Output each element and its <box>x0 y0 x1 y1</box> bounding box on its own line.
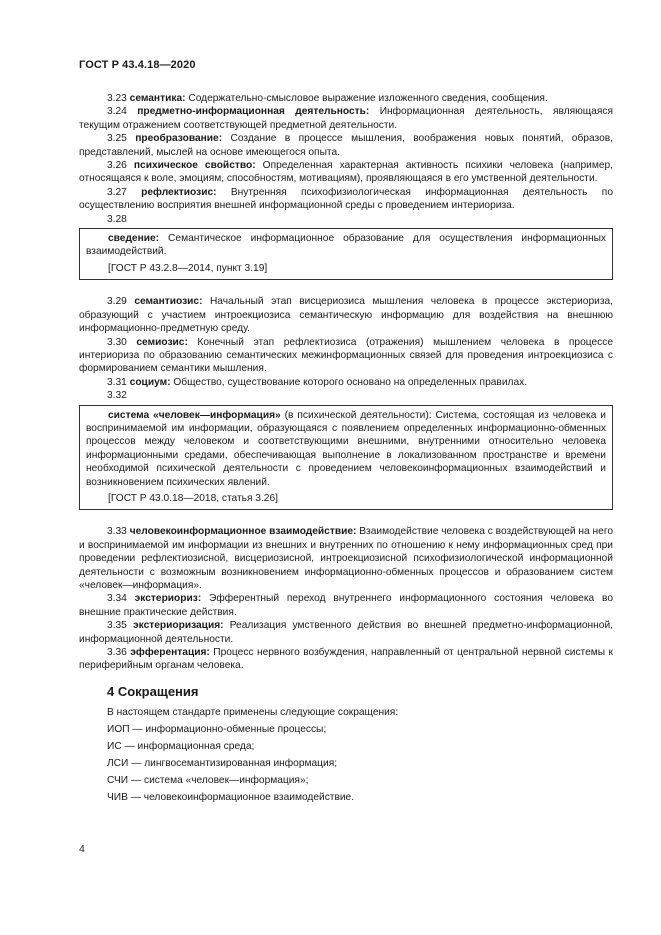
term-number: 3.28 <box>107 213 127 225</box>
term-entry: 3.24 предметно-информационная деятельность: Информационная деятельность, являющаяся текущим отражением соответствующей предметной деятельности. <box>79 106 613 131</box>
document-body <box>79 92 613 808</box>
term-entry: 3.23 семантика: Содержательно-смысловое выражение изложенного сведения, сообщения. <box>107 93 548 104</box>
term-name: семиозис: <box>136 336 188 348</box>
term-name: эфферентация: <box>130 647 210 659</box>
term-entry: 3.33 человекоинформационное взаимодействие: Взаимодействие человека с воздействующей на него и воспринимаемой им информации из внешних и внутренних по отношению к нему информационных сред при проведении рефлектиозисной, висцериозисной, интроекциозисной психофизиологической информационной деятельности с возможным возникновением информационно-обменных процессов и образованием систем «человек—информация». <box>79 526 613 591</box>
term-entry: 3.27 рефлектиозис: Внутренняя психофизиологическая информационная деятельность по осуществлению восприятия внешней информационной среды с проведением интериориза. <box>79 186 613 212</box>
term-entry: 3.31 социум: Общество, существование которого основано на определенных правилах. <box>107 376 528 388</box>
abbreviation-item: ЛСИ — лингвосемантизированная информация; <box>107 757 338 769</box>
page-number: 4 <box>79 843 85 855</box>
term-entry: система «человек—информация» (в психической деятельности): Система, состоящая из человека и воспринимаемой им информации, образующаяся с появлением определенных информационно-обменных процессов между человеком и соответствующими внешними, внутренними относительно человека информационными средами, обеспечивающая выполнение в локализованном пространстве и времени необходимой психической деятельности с проведением человекоинформационных взаимодействий и возникновением психических явлений. <box>86 409 606 488</box>
term-entry: сведение: Семантическое информационное образование для осуществления информационных взаимодействий. <box>86 233 606 258</box>
term-name: преобразование: <box>135 133 223 145</box>
term-name: рефлектиозис: <box>141 186 217 198</box>
section-intro: В настоящем стандарте применены следующие сокращения: <box>107 707 399 719</box>
term-entry: 3.25 преобразование: Создание в процессе мышления, воображения новых понятий, образов, представлений, мыслей на основе имеющегося опыта. <box>79 133 613 158</box>
quoted-term-box <box>79 228 613 280</box>
term-name: семантиозис: <box>134 296 203 308</box>
term-name: семантика: <box>129 93 186 104</box>
term-name: человекоинформационное взаимодействие: <box>129 526 357 538</box>
abbreviation-item: СЧИ — система «человек—информация»; <box>107 774 309 786</box>
term-entry: 3.29 семантиозис: Начальный этап висцериозиса мышления человека в процессе экстериориза, образующий с участием интроекциозиса семантическую информацию для воздействия на внешнюю информационно-предметную среду. <box>79 296 613 335</box>
quoted-term-box <box>79 405 613 511</box>
term-name: система «человек—информация» <box>108 409 281 421</box>
document-code-header: ГОСТ Р 43.4.18—2020 <box>79 59 196 71</box>
abbreviation-item: ИС — информационная среда; <box>107 741 255 753</box>
term-name: предметно-информационная деятельность: <box>137 106 370 118</box>
term-name: сведение: <box>108 233 160 245</box>
term-name: социум: <box>129 376 171 388</box>
source-reference: [ГОСТ Р 43.2.8—2014, пункт 3.19] <box>108 262 268 274</box>
section-heading: 4 Сокращения <box>107 683 199 699</box>
term-entry: 3.35 экстериоризация: Реализация умственного действия во внешней предметно-информационной, информационной деятельности. <box>79 620 613 645</box>
term-entry: 3.26 психическое свойство: Определенная характерная активность психики человека (например, относящаяся к воле, эмоциям, способностям, мотивациям), проявляющаяся в его умственной деятельности. <box>79 160 614 185</box>
term-entry: 3.34 экстериориз: Эфферентный переход внутреннего информационного состояния человека во внешние практические действия. <box>79 593 613 618</box>
term-number: 3.32 <box>107 390 127 402</box>
term-entry: 3.30 семиозис: Конечный этап рефлектиозиса (отражения) мышлением человека в процессе интериориза по образованию семантических межинформационных связей для проведения интроекциозиса с формированием семантики мышления. <box>79 336 613 375</box>
term-entry: 3.36 эфферентация: Процесс нервного возбуждения, направленный от центральной нервной системы к периферийным органам человека. <box>79 647 613 672</box>
term-name: экстериоризация: <box>132 620 224 632</box>
abbreviation-item: ИОП — информационно-обменные процессы; <box>107 724 327 736</box>
abbreviation-item: ЧИВ — человекоинформационное взаимодействие. <box>107 791 355 803</box>
term-name: экстериориз: <box>134 593 202 605</box>
source-reference: [ГОСТ Р 43.0.18—2018, статья 3.26] <box>108 492 278 504</box>
term-name: психическое свойство: <box>133 160 256 172</box>
